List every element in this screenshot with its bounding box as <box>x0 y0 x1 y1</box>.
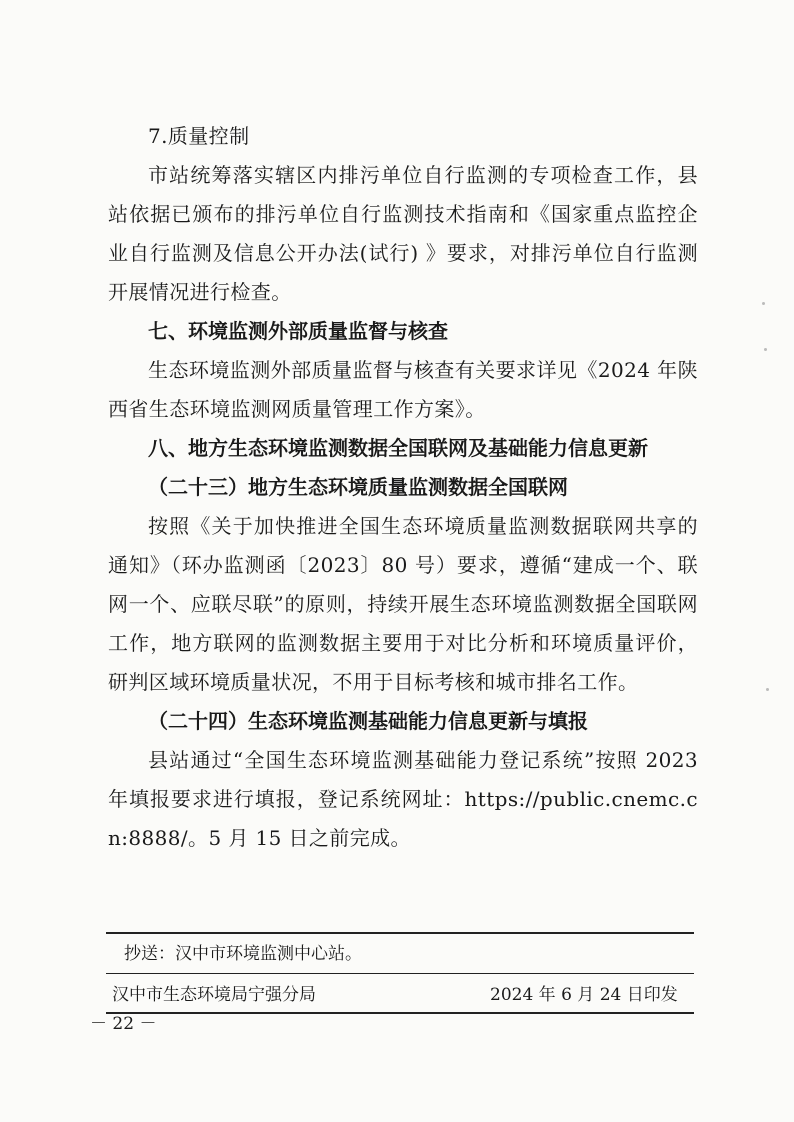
footer-bottom-rule <box>106 1012 694 1014</box>
footer-top-rule <box>106 932 694 934</box>
scan-speck <box>766 688 769 691</box>
section-ba-title: 八、地方生态环境监测数据全国联网及基础能力信息更新 <box>148 436 648 460</box>
section-7-body: 市站统筹落实辖区内排污单位自行监测的专项检查工作，县站依据已颁布的排污单位自行监测技术指南和《国家重点监控企业自行监测及信息公开办法(试行) 》要求，对排污单位自行监测开展情况进行检查。 <box>108 163 698 304</box>
footer-middle-rule <box>106 973 694 974</box>
footer-date: 2024 年 6 月 24 日印发 <box>490 985 678 1005</box>
section-7-title: 7.质量控制 <box>148 124 250 148</box>
section-qi-title: 七、环境监测外部质量监督与核查 <box>148 319 448 343</box>
section-qi-body: 生态环境监测外部质量监督与核查有关要求详见《2024 年陕西省生态环境监测网质量管理工作方案》。 <box>108 358 698 421</box>
sub-24-title: （二十四）生态环境监测基础能力信息更新与填报 <box>148 709 588 733</box>
scan-speck <box>762 302 765 305</box>
sub-23-body: 按照《关于加快推进全国生态环境质量监测数据联网共享的通知》（环办监测函〔2023〕80 号）要求，遵循“建成一个、联网一个、应联尽联”的原则，持续开展生态环境监测数据全国联网工作，地方联网的监测数据主要用于对比分析和环境质量评价，研判区域环境质量状况，不用于目标考核和城市排名工作。 <box>108 514 698 694</box>
footer-cc: 抄送：汉中市环境监测中心站。 <box>124 944 362 964</box>
sub-23-title: （二十三）地方生态环境质量监测数据全国联网 <box>148 475 568 499</box>
page-number: － 22 － <box>90 1014 157 1034</box>
footer-issuer: 汉中市生态环境局宁强分局 <box>112 985 316 1005</box>
sub-24-body: 县站通过“全国生态环境监测基础能力登记系统”按照 2023 年填报要求进行填报，登记系统网址：https://public.cnemc.cn:8888/。5 月 15 日之前完成。 <box>108 748 698 850</box>
scan-speck <box>764 348 767 351</box>
